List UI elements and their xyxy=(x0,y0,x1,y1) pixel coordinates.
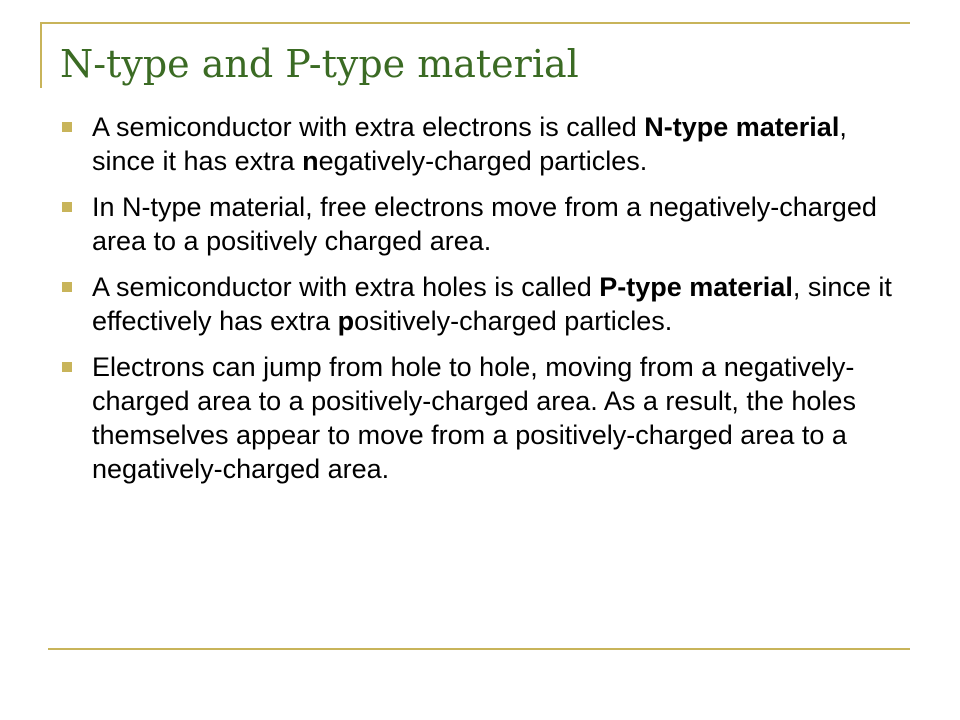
text-segment: Electrons can jump from hole to hole, moving from a negatively-charged area to a positively-charged area. As a result, the holes themselves appear to move from a positively-charged area to a negatively-charged area. xyxy=(92,352,856,484)
square-bullet-icon xyxy=(62,282,72,292)
text-segment: A semiconductor with extra holes is called xyxy=(92,272,600,302)
bold-term: P-type material xyxy=(599,272,793,302)
top-rule xyxy=(40,22,910,24)
left-rule xyxy=(40,22,42,88)
bullet-item xyxy=(62,110,912,178)
text-segment: , since it effectively has extra xyxy=(92,272,892,336)
bullet-text xyxy=(92,350,912,486)
bullet-item xyxy=(62,270,912,338)
bottom-rule xyxy=(48,648,910,650)
bold-term: N-type material xyxy=(644,112,840,142)
bullet-item xyxy=(62,350,912,486)
text-segment: egatively-charged particles. xyxy=(318,146,648,176)
text-segment: ositively-charged particles. xyxy=(354,306,673,336)
text-segment: In N-type material, free electrons move from a negatively-charged area to a positively charged area. xyxy=(92,192,877,256)
slide-title: N-type and P-type material xyxy=(60,42,579,86)
square-bullet-icon xyxy=(62,202,72,212)
bullet-text xyxy=(92,190,912,258)
bullet-text xyxy=(92,110,912,178)
bullet-text xyxy=(92,270,912,338)
text-segment: , since it has extra xyxy=(92,112,847,176)
square-bullet-icon xyxy=(62,122,72,132)
bullet-list xyxy=(62,110,912,498)
text-segment: A semiconductor with extra electrons is called xyxy=(92,112,645,142)
square-bullet-icon xyxy=(62,362,72,372)
bold-letter: p xyxy=(337,306,355,336)
bold-letter: n xyxy=(302,146,319,176)
bullet-item xyxy=(62,190,912,258)
